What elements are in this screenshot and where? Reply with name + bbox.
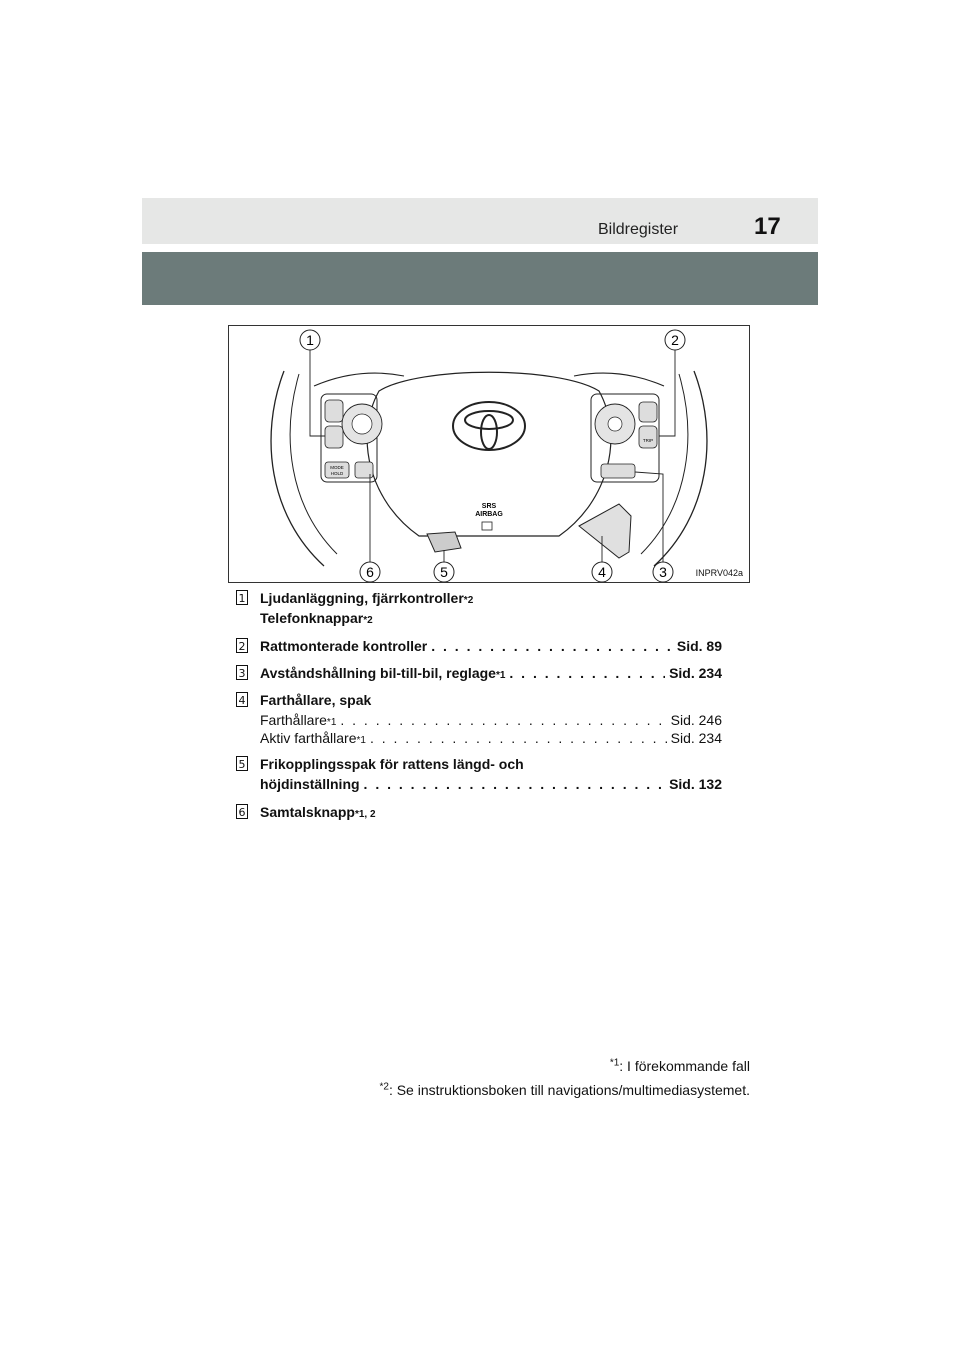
right-switch-panel: [591, 394, 659, 482]
page-number: 17: [754, 213, 781, 240]
legend-text: Farthållare, spak: [260, 692, 372, 708]
legend-text: Ljudanläggning, fjärrkontroller: [260, 590, 464, 606]
page-reference: Sid. 89: [676, 638, 722, 654]
callout-5: 5: [440, 564, 448, 580]
legend-text: Rattmonterade kontroller: [260, 638, 428, 654]
airbag-label: AIRBAG: [475, 511, 503, 518]
legend-text: Farthållare: [260, 712, 327, 728]
callout-6: 6: [366, 564, 374, 580]
toyota-logo-icon: [453, 402, 525, 450]
callout-1: 1: [306, 332, 314, 348]
callout-2: 2: [671, 332, 679, 348]
legend-text: Telefonknappar: [260, 610, 364, 626]
page-reference: Sid. 132: [669, 776, 722, 792]
wheel-rim-left-outer: [271, 371, 324, 566]
legend-number: 6: [236, 804, 248, 819]
footnotes: [379, 1054, 750, 1102]
wheel-rim-right-outer: [654, 371, 707, 566]
svg-text:MODE: MODE: [330, 465, 344, 470]
tilt-release-lever: [427, 532, 461, 552]
wheel-rim-right-inner: [641, 374, 688, 554]
legend-text: Avståndshållning bil-till-bil, reglage: [260, 665, 496, 681]
legend-text: Aktiv farthållare: [260, 730, 357, 746]
section-band: [142, 252, 818, 305]
figure-code: INPRV042a: [695, 568, 743, 578]
legend-number: 1: [236, 590, 248, 605]
footnote-text: : Se instruktionsboken till navigations/multimediasystemet.: [388, 1082, 750, 1098]
footnote-mark: *2: [379, 1081, 389, 1093]
distance-switch-button: [601, 464, 635, 478]
footnote: [379, 1078, 750, 1102]
steering-wheel-illustration: [229, 326, 749, 582]
legend-number: 2: [236, 638, 248, 653]
footnote: [379, 1054, 750, 1078]
footnote-mark: *1: [609, 1057, 620, 1069]
callout-3: 3: [659, 564, 667, 580]
footnote-text: : I förekommande fall: [619, 1058, 750, 1074]
page-header-bar: [142, 198, 818, 244]
airbag-indicator-icon: [482, 522, 492, 530]
steering-wheel-figure: [228, 325, 750, 583]
legend-text: Samtalsknapp: [260, 804, 355, 820]
svg-text:HOLD: HOLD: [330, 471, 344, 476]
page-reference: Sid. 246: [670, 712, 722, 728]
legend-text: Frikopplingsspak för rattens längd- och: [260, 756, 524, 772]
left-switch-panel: [321, 394, 382, 482]
srs-label: SRS: [481, 503, 497, 510]
legend-number: 5: [236, 756, 248, 771]
svg-text:TRIP: TRIP: [642, 438, 654, 443]
legend-number: 3: [236, 665, 248, 680]
page-section-title: Bildregister: [598, 221, 679, 238]
page-reference: Sid. 234: [669, 665, 722, 681]
legend-text: höjdinställning: [260, 776, 360, 792]
legend-number: 4: [236, 692, 248, 707]
cruise-control-lever: [579, 504, 631, 558]
page-reference: Sid. 234: [670, 730, 722, 746]
callout-4: 4: [598, 564, 606, 580]
